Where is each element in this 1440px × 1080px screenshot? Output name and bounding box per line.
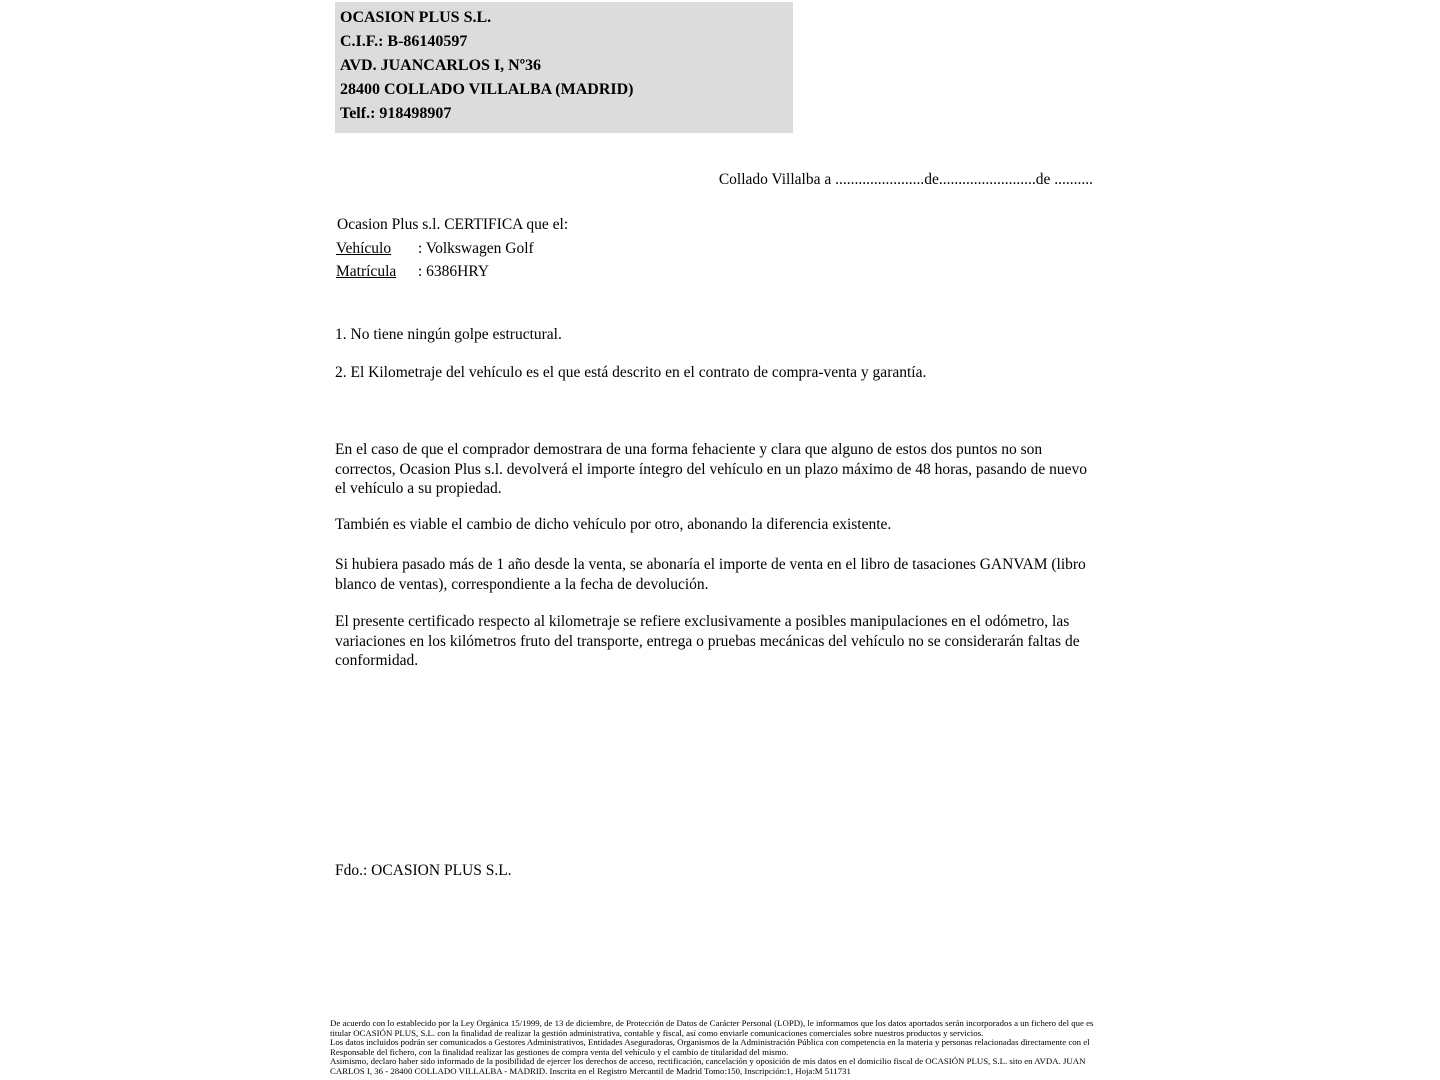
plate-value: : 6386HRY bbox=[418, 263, 490, 280]
legal-paragraph-lopd: De acuerdo con lo establecido por la Ley Orgánica 15/1999, de 13 de diciembre, de Protección de Datos de Carácter Personal (LOPD), le informamos que los datos aportados serán incorporados a un fichero del que es titular OCASIÓN PLUS, S.L. con la finalidad de realizar la gestión administrativa, contable y fiscal, así como enviarle comunicaciones comerciales sobre nuestros productos y servicios. bbox=[330, 1018, 1094, 1038]
paragraph-exchange: También es viable el cambio de dicho vehículo por otro, abonando la diferencia existente. bbox=[335, 516, 892, 533]
date-line: Collado Villalba a .......................de.........................de .......... bbox=[718, 171, 1093, 188]
point-2: 2. El Kilometraje del vehículo es el que está descrito en el contrato de compra-venta y garantía. bbox=[335, 364, 927, 381]
legal-footer bbox=[330, 1019, 1104, 1077]
certify-intro: Ocasion Plus s.l. CERTIFICA que el: bbox=[337, 216, 569, 233]
point-1: 1. No tiene ningún golpe estructural. bbox=[335, 326, 562, 343]
company-cif: C.I.F.: B-86140597 bbox=[340, 33, 468, 50]
company-header-box bbox=[335, 2, 793, 133]
company-phone: Telf.: 918498907 bbox=[340, 105, 452, 122]
legal-paragraph-rights: Asimismo, declaro haber sido informado de la posibilidad de ejercer los derechos de acceso, rectificación, cancelación y oposición de mis datos en el domicilio fiscal de OCASIÓN PLUS, S.L. sito en AVDA. JUAN CARLOS I, 36 - 28400 COLLADO VILLALBA - MADRID. Inscrita en el Registro Mercantil de Madrid Tomo:150, Inscripción:1, Hoja:M 511731 bbox=[330, 1056, 1086, 1076]
legal-paragraph-data-sharing: Los datos incluidos podrán ser comunicados a Gestores Administrativos, Entidades Aseguradoras, Organismos de la Administración Pública con competencia en la materia y personas relacionadas directamente con el Responsable del fichero, con la finalidad realizar las gestiones de compra venta del vehículo y el cambio de titularidad del mismo. bbox=[330, 1037, 1090, 1057]
company-city: 28400 COLLADO VILLALBA (MADRID) bbox=[340, 81, 634, 98]
vehicle-value: : Volkswagen Golf bbox=[418, 240, 534, 257]
plate-label: Matrícula bbox=[336, 263, 397, 280]
vehicle-row bbox=[336, 240, 534, 258]
paragraph-odometer: El presente certificado respecto al kilometraje se refiere exclusivamente a posibles manipulaciones en el odómetro, las variaciones en los kilómetros fruto del transporte, entrega o pruebas mecánicas del vehículo no se considerarán faltas de conformidad. bbox=[335, 613, 1080, 669]
signature-line: Fdo.: OCASION PLUS S.L. bbox=[335, 862, 512, 879]
company-address: AVD. JUANCARLOS I, Nº36 bbox=[340, 57, 542, 74]
plate-row bbox=[336, 263, 489, 281]
company-name: OCASION PLUS S.L. bbox=[340, 9, 492, 26]
paragraph-refund: En el caso de que el comprador demostrara de una forma fehaciente y clara que alguno de estos dos puntos no son correctos, Ocasion Plus s.l. devolverá el importe íntegro del vehículo en un plazo máximo de 48 horas, pasando de nuevo el vehículo a su propiedad. bbox=[335, 441, 1087, 497]
paragraph-ganvam: Si hubiera pasado más de 1 año desde la venta, se abonaría el importe de venta en el libro de tasaciones GANVAM (libro blanco de ventas), correspondiente a la fecha de devolución. bbox=[335, 556, 1086, 593]
vehicle-label: Vehículo bbox=[336, 240, 392, 257]
